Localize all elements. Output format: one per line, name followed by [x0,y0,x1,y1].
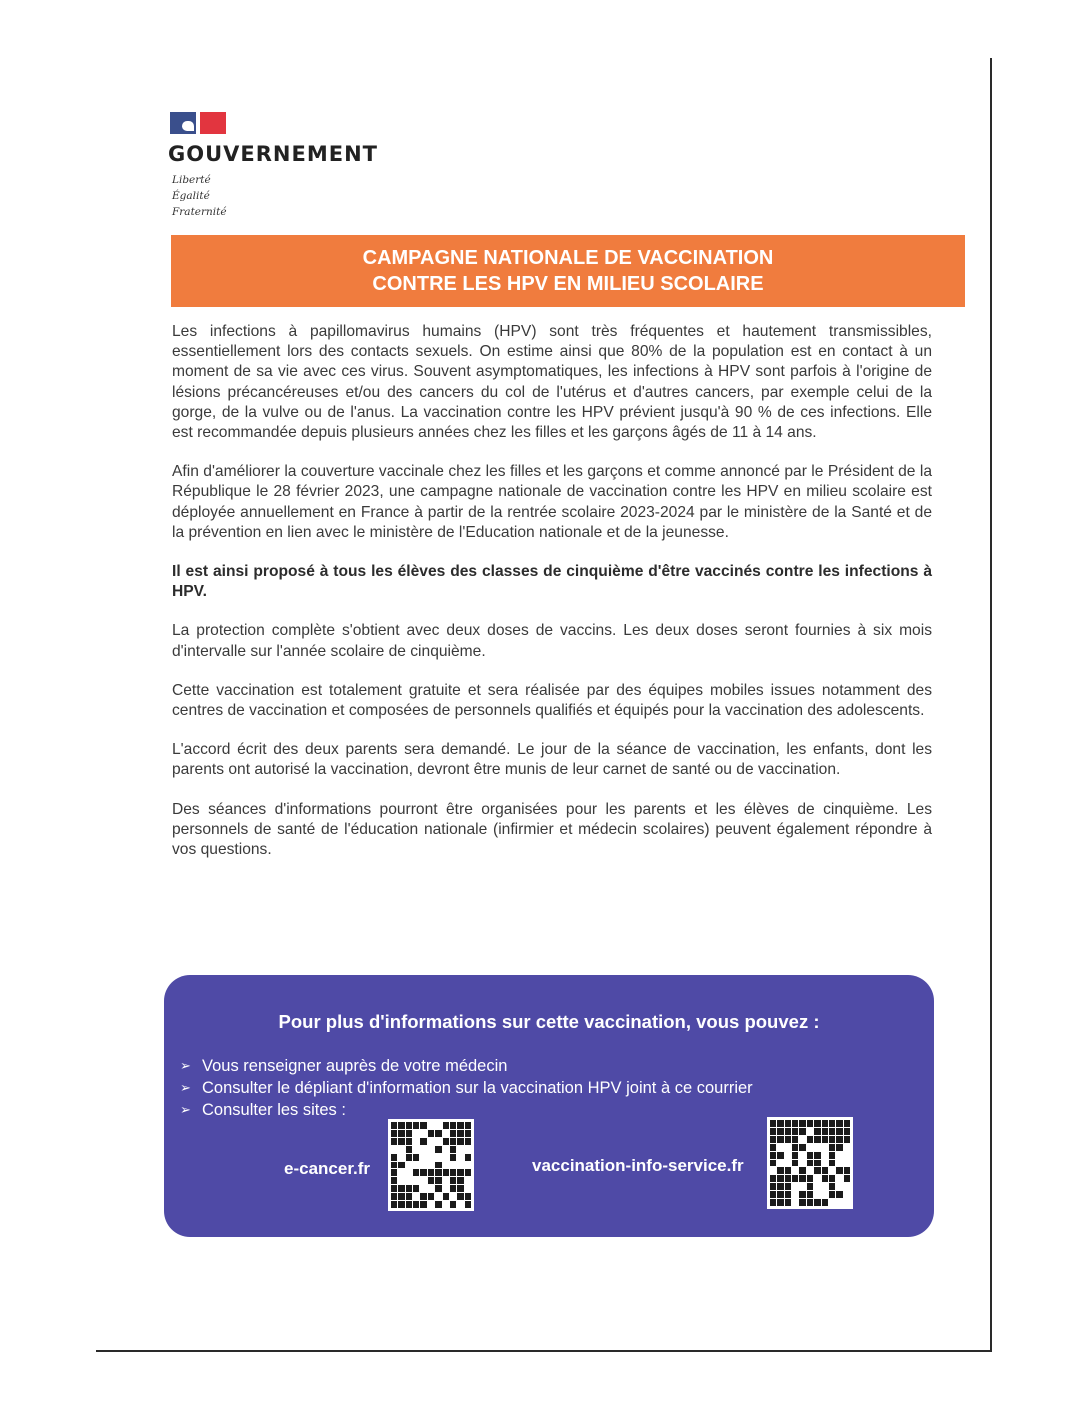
paragraph-campaign: Afin d'améliorer la couverture vaccinale chez les filles et les garçons et comme annoncé par le Président de la République le 28 février 2023, une campagne nationale de vaccination contre les HPV en milieu scolaire est déployée annuellement en France à partir de la rentrée scolaire 2023-2024 par le ministère de la Santé et de la prévention en lien avec le ministère de l'Education nationale et de la jeunesse. [172,463,932,541]
campaign-banner [171,235,965,307]
qr-code-icon[interactable] [767,1117,853,1209]
paragraph-proposal: Il est ainsi proposé à tous les élèves des classes de cinquième d'être vaccinés contre les infections à HPV. [172,563,932,601]
government-title: GOUVERNEMENT [168,142,378,166]
republic-motto [172,172,227,220]
paragraph-consent: L'accord écrit des deux parents sera demandé. Le jour de la séance de vaccination, les enfants, dont les parents ont autorisé la vaccination, devront être munis de leur carnet de santé ou de vaccination. [172,741,932,779]
info-item: ➢ Consulter les sites : [180,1101,346,1119]
info-box [164,975,934,1237]
info-item: ➢ Vous renseigner auprès de votre médecin [180,1057,508,1075]
paragraph-hpv-intro: Les infections à papillomavirus humains (HPV) sont très fréquentes et hautement transmissibles, essentiellement lors des contacts sexuels. On estime ainsi que 80% de la population est en contact à un moment de sa vie avec ces virus. Souvent asymptomatiques, les infections à HPV sont parfois à l'origine de lésions précancéreuses et/ou des cancers du col de l'utérus et d'autres cancers, par exemple celui de la gorge, de la vulve ou de l'anus. La vaccination contre les HPV prévient jusqu'à 90 % de ces infections. Elle est recommandée depuis plusieurs années chez les filles et les garçons âgés de 11 à 14 ans. [172,323,932,442]
qr-code-icon[interactable] [388,1119,474,1211]
motto-liberte: Liberté [172,174,211,186]
flag-blue-stripe [170,112,196,134]
site-e-cancer[interactable]: e-cancer.fr [284,1159,370,1178]
banner-line-2: CONTRE LES HPV EN MILIEU SCOLAIRE [372,273,764,295]
info-list [180,1055,753,1121]
arrow-bullet-icon: ➢ [180,1058,191,1073]
marianne-flag-icon [170,112,226,134]
info-item: ➢ Consulter le dépliant d'information sur la vaccination HPV joint à ce courrier [180,1079,753,1097]
arrow-bullet-icon: ➢ [180,1102,191,1117]
motto-egalite: Égalité [172,190,210,202]
motto-fraternite: Fraternité [172,206,227,218]
paragraph-sessions: Des séances d'informations pourront être organisées pour les parents et les élèves de cinquième. Les personnels de santé de l'éducation nationale (infirmier et médecin scolaires) peuvent également répondre à vos questions. [172,800,932,859]
paragraph-free: Cette vaccination est totalement gratuite et sera réalisée par des équipes mobiles issues notamment des centres de vaccination et composées de personnels qualifiés et équipés pour la vaccination des adolescents. [172,681,932,720]
government-logo [170,112,226,134]
banner-line-1: CAMPAGNE NATIONALE DE VACCINATION [362,247,774,269]
flag-red-stripe [200,112,226,134]
site-vaccination-info-service[interactable]: vaccination-info-service.fr [532,1156,744,1175]
arrow-bullet-icon: ➢ [180,1080,191,1095]
letter-body [172,322,932,879]
paragraph-doses: La protection complète s'obtient avec deux doses de vaccins. Les deux doses seront fournies à six mois d'intervalle sur l'année scolaire de cinquième. [172,622,932,660]
info-title: Pour plus d'informations sur cette vaccination, vous pouvez : [278,1011,820,1032]
